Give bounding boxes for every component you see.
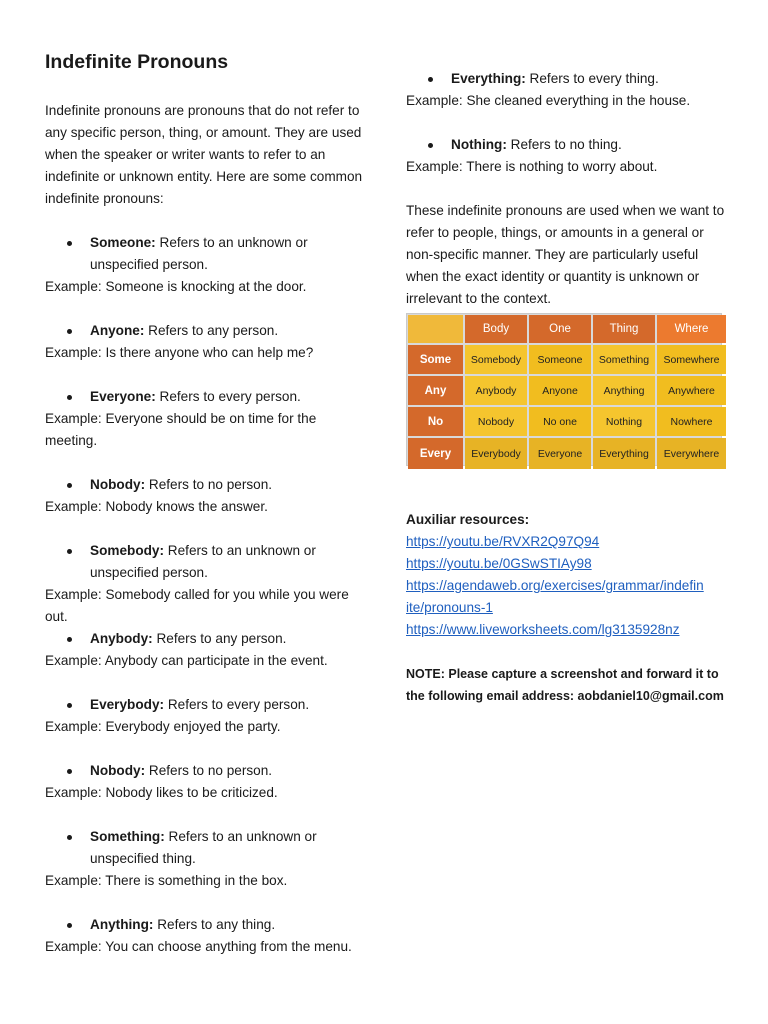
pronoun-definition-cont: unspecified thing. (90, 851, 196, 866)
bullet-line (45, 386, 365, 408)
table-cell: Everywhere (657, 438, 726, 469)
table-cell: Everyone (529, 438, 591, 469)
bullet-dot (67, 329, 72, 334)
pronoun-definition: Refers to every thing. (525, 71, 659, 86)
pronoun-example: Example: Nobody knows the answer. (45, 499, 268, 514)
pronoun-example: Example: Anybody can participate in the event. (45, 653, 328, 668)
pronoun-definition: Refers to every person. (155, 389, 301, 404)
pronoun-definition: Refers to an unknown or (155, 235, 308, 250)
table-cell: Everybody (465, 438, 527, 469)
bullet-dot (428, 77, 433, 82)
pronoun-term: Everybody: (90, 697, 165, 712)
pronoun-example: Example: Everybody enjoyed the party. (45, 719, 281, 734)
pronoun-definition-cont: unspecified person. (90, 565, 208, 580)
pronoun-table (406, 313, 722, 466)
pronoun-term: Anyone: (90, 323, 145, 338)
bullet-dot (67, 637, 72, 642)
resource-link-3-cont[interactable]: ite/pronouns-1 (406, 600, 493, 615)
pronoun-item (45, 694, 365, 738)
pronoun-example: Example: Somebody called for you while you were out. (45, 587, 349, 624)
pronoun-term: Anybody: (90, 631, 153, 646)
bullet-line (45, 628, 365, 650)
table-corner (408, 315, 463, 343)
bullet-line (406, 68, 728, 90)
bullet-dot (67, 923, 72, 928)
pronoun-example: Example: Nobody likes to be criticized. (45, 785, 278, 800)
pronoun-term: Somebody: (90, 543, 165, 558)
table-cell: Something (593, 345, 655, 374)
bullet-dot (67, 835, 72, 840)
pronoun-item (406, 134, 728, 178)
bullet-line (406, 134, 728, 156)
pronoun-definition: Refers to no thing. (506, 137, 622, 152)
pronoun-item (45, 232, 365, 298)
bullet-line (45, 540, 365, 562)
table-cell: Nothing (593, 407, 655, 436)
pronoun-item (45, 320, 365, 364)
summary-paragraph: These indefinite pronouns are used when we want to refer to people, things, or amounts in a general or non-specific manner. They are particularly useful when the exact identity or quantity is unknown or irrelevant to the context. (406, 203, 725, 306)
pronoun-definition: Refers to any person. (152, 631, 287, 646)
bullet-line (45, 826, 365, 848)
bullet-line (45, 474, 365, 496)
pronoun-item (406, 68, 728, 112)
resource-link-3[interactable]: https://agendaweb.org/exercises/grammar/indefin (406, 578, 704, 593)
pronoun-example: Example: There is something in the box. (45, 873, 288, 888)
bullet-line (45, 694, 365, 716)
table-cell: Anywhere (657, 376, 726, 405)
bullet-dot (428, 143, 433, 148)
bullet-dot (67, 549, 72, 554)
table-cell: Anybody (465, 376, 527, 405)
pronoun-term: Something: (90, 829, 165, 844)
pronoun-term: Someone: (90, 235, 156, 250)
pronoun-example: Example: She cleaned everything in the house. (406, 93, 691, 108)
table-row-label: Some (408, 345, 463, 374)
pronoun-item (45, 474, 365, 518)
pronoun-example: Example: There is nothing to worry about. (406, 159, 658, 174)
table-cell: No one (529, 407, 591, 436)
table-cell: Nowhere (657, 407, 726, 436)
pronoun-list (45, 232, 365, 958)
bullet-dot (67, 769, 72, 774)
bullet-line (45, 914, 365, 936)
pronoun-definition: Refers to an unknown or (164, 543, 316, 558)
page-title: Indefinite Pronouns (45, 51, 229, 73)
pronoun-item (45, 628, 365, 672)
pronoun-definition: Refers to no person. (145, 763, 273, 778)
table-header: One (529, 315, 591, 343)
table-cell: Nobody (465, 407, 527, 436)
pronoun-example: Example: You can choose anything from the menu. (45, 939, 352, 954)
pronoun-term: Everything: (451, 71, 526, 86)
resource-link-1[interactable]: https://youtu.be/RVXR2Q97Q94 (406, 534, 600, 549)
pronoun-example: Example: Someone is knocking at the door. (45, 279, 307, 294)
intro-paragraph: Indefinite pronouns are pronouns that do not refer to any specific person, thing, or amount. They are used when the speaker or writer wants to refer to an indefinite or unknown entity. Here are some common indefinite pronouns: (45, 103, 363, 206)
resource-link-4[interactable]: https://www.liveworksheets.com/lg3135928nz (406, 622, 680, 637)
pronoun-item (45, 386, 365, 452)
aux-title: Auxiliar resources: (406, 512, 530, 527)
pronoun-example: Example: Is there anyone who can help me? (45, 345, 314, 360)
pronoun-item (45, 540, 365, 628)
note-line-2: the following email address: aobdaniel10@gmail.com (406, 689, 724, 703)
pronoun-term: Anything: (90, 917, 154, 932)
bullet-dot (67, 395, 72, 400)
pronoun-example: Example: Everyone should be on time for the meeting. (45, 411, 317, 448)
bullet-line (45, 232, 365, 254)
pronoun-definition-cont: unspecified person. (90, 257, 208, 272)
table-row-label: Any (408, 376, 463, 405)
bullet-dot (67, 703, 72, 708)
table-cell: Anything (593, 376, 655, 405)
bullet-dot (67, 241, 72, 246)
note (406, 663, 728, 707)
note-line-1: NOTE: Please capture a screenshot and forward it to (406, 667, 719, 681)
pronoun-term: Nobody: (90, 763, 146, 778)
pronoun-item (45, 826, 365, 892)
bullet-line (45, 320, 365, 342)
pronoun-item (45, 914, 365, 958)
right-column (406, 68, 728, 707)
auxiliar-resources (406, 509, 728, 641)
table-cell: Everything (593, 438, 655, 469)
table-cell: Somebody (465, 345, 527, 374)
table-cell: Someone (529, 345, 591, 374)
table-header: Thing (593, 315, 655, 343)
table-header: Where (657, 315, 726, 343)
pronoun-definition: Refers to every person. (164, 697, 310, 712)
table-row-label: Every (408, 438, 463, 469)
pronoun-definition: Refers to no person. (145, 477, 273, 492)
bullet-dot (67, 483, 72, 488)
pronoun-term: Nothing: (451, 137, 507, 152)
pronoun-definition: Refers to any person. (144, 323, 279, 338)
table-cell: Somewhere (657, 345, 726, 374)
left-column (45, 48, 365, 958)
bullet-line (45, 760, 365, 782)
pronoun-term: Everyone: (90, 389, 156, 404)
pronoun-list-continued (406, 68, 728, 178)
pronoun-term: Nobody: (90, 477, 146, 492)
table-row-label: No (408, 407, 463, 436)
table-header: Body (465, 315, 527, 343)
pronoun-definition: Refers to any thing. (153, 917, 276, 932)
resource-link-2[interactable]: https://youtu.be/0GSwSTIAy98 (406, 556, 592, 571)
pronoun-definition: Refers to an unknown or (164, 829, 317, 844)
pronoun-item (45, 760, 365, 804)
table-cell: Anyone (529, 376, 591, 405)
